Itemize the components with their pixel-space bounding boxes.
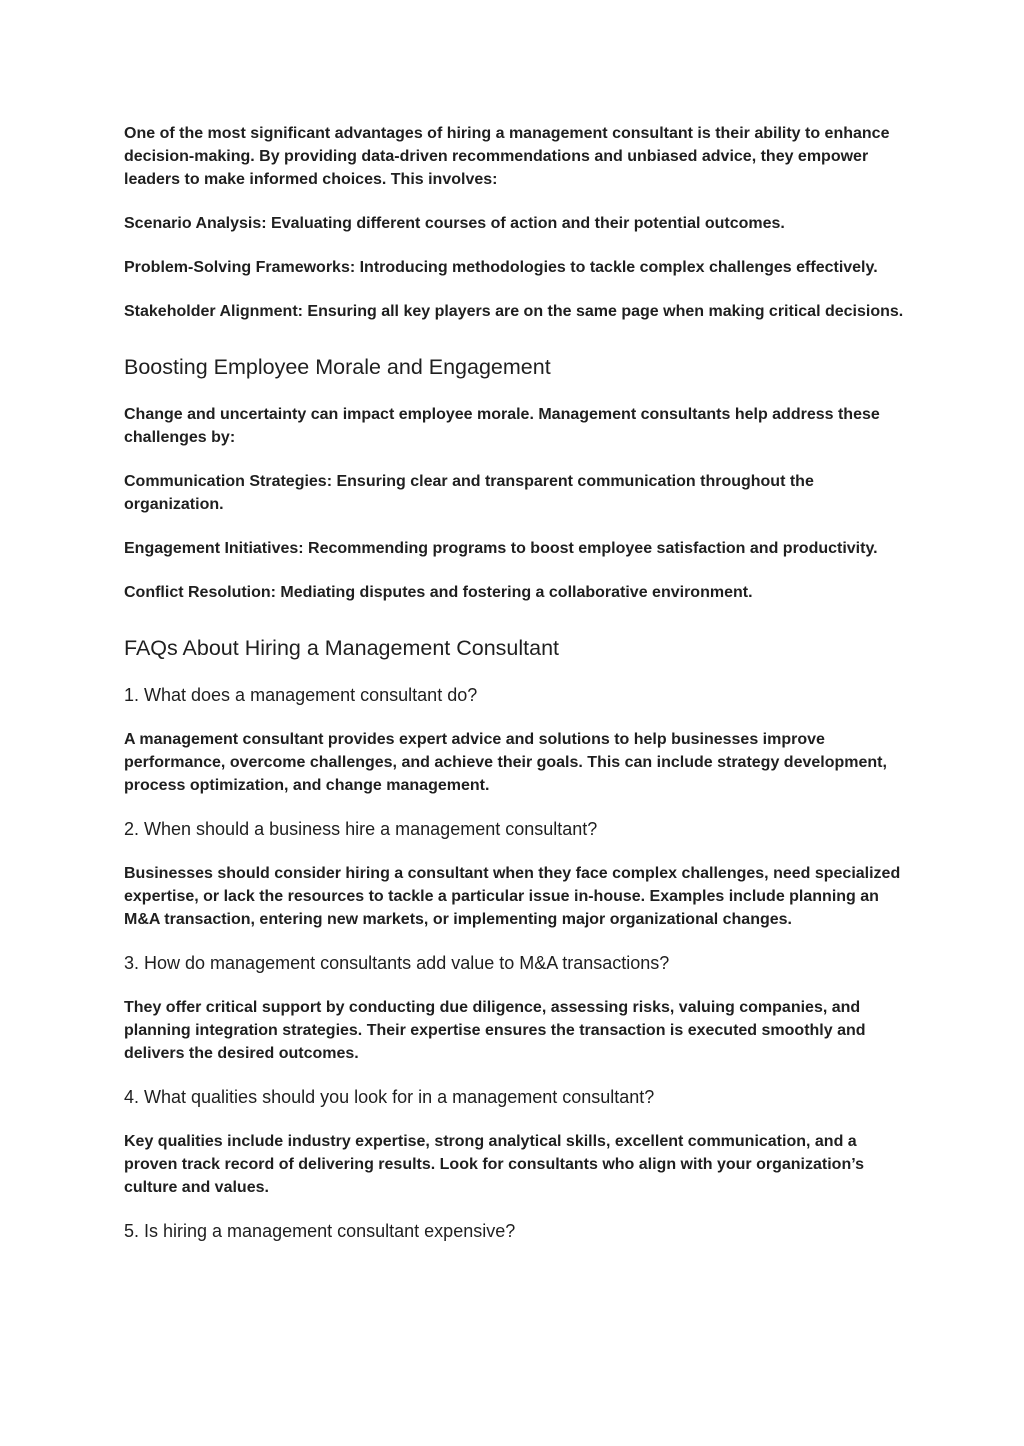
morale-point-conflict: Conflict Resolution: Mediating disputes and fostering a collaborative environment. [124,584,753,601]
faq-question-2: 2. When should a business hire a management consultant? [124,819,598,839]
faq-answer-2: Businesses should consider hiring a consultant when they face complex challenges, need specialized expertise, or lack the resources to tackle a particular issue in-house. Examples include planning an M&A transaction, entering new markets, or implementing major organizational changes. [124,865,901,928]
morale-paragraph: Change and uncertainty can impact employee morale. Management consultants help address these challenges by: [124,406,880,446]
faq-answer-4: Key qualities include industry expertise, strong analytical skills, excellent communication, and a proven track record of delivering results. Look for consultants who align with your organization’s culture and values. [124,1133,864,1196]
faq-question-3: 3. How do management consultants add value to M&A transactions? [124,953,670,973]
faq-answer-3: They offer critical support by conducting due diligence, assessing risks, valuing companies, and planning integration strategies. Their expertise ensures the transaction is executed smoothly and delivers the desired outcomes. [124,999,866,1062]
document-page [124,122,904,1264]
intro-point-scenario-analysis: Scenario Analysis: Evaluating different courses of action and their potential outcomes. [124,215,785,232]
faq-section [124,635,904,1242]
morale-point-communication: Communication Strategies: Ensuring clear and transparent communication throughout the organization. [124,473,814,513]
intro-point-problem-solving: Problem-Solving Frameworks: Introducing methodologies to tackle complex challenges effectively. [124,259,878,276]
decision-making-section [124,122,904,323]
morale-section [124,354,904,604]
morale-point-engagement: Engagement Initiatives: Recommending programs to boost employee satisfaction and productivity. [124,540,878,557]
intro-paragraph: One of the most significant advantages of hiring a management consultant is their ability to enhance decision-making. By providing data-driven recommendations and unbiased advice, they empower leaders to make informed choices. This involves: [124,125,890,188]
faq-answer-1: A management consultant provides expert advice and solutions to help businesses improve performance, overcome challenges, and achieve their goals. This can include strategy development, process optimization, and change management. [124,731,887,794]
faq-heading: FAQs About Hiring a Management Consultant [124,636,560,660]
morale-heading: Boosting Employee Morale and Engagement [124,355,551,379]
intro-point-stakeholder-alignment: Stakeholder Alignment: Ensuring all key players are on the same page when making critical decisions. [124,303,904,320]
faq-question-4: 4. What qualities should you look for in a management consultant? [124,1087,655,1107]
faq-question-1: 1. What does a management consultant do? [124,685,478,705]
faq-question-5: 5. Is hiring a management consultant expensive? [124,1221,516,1241]
